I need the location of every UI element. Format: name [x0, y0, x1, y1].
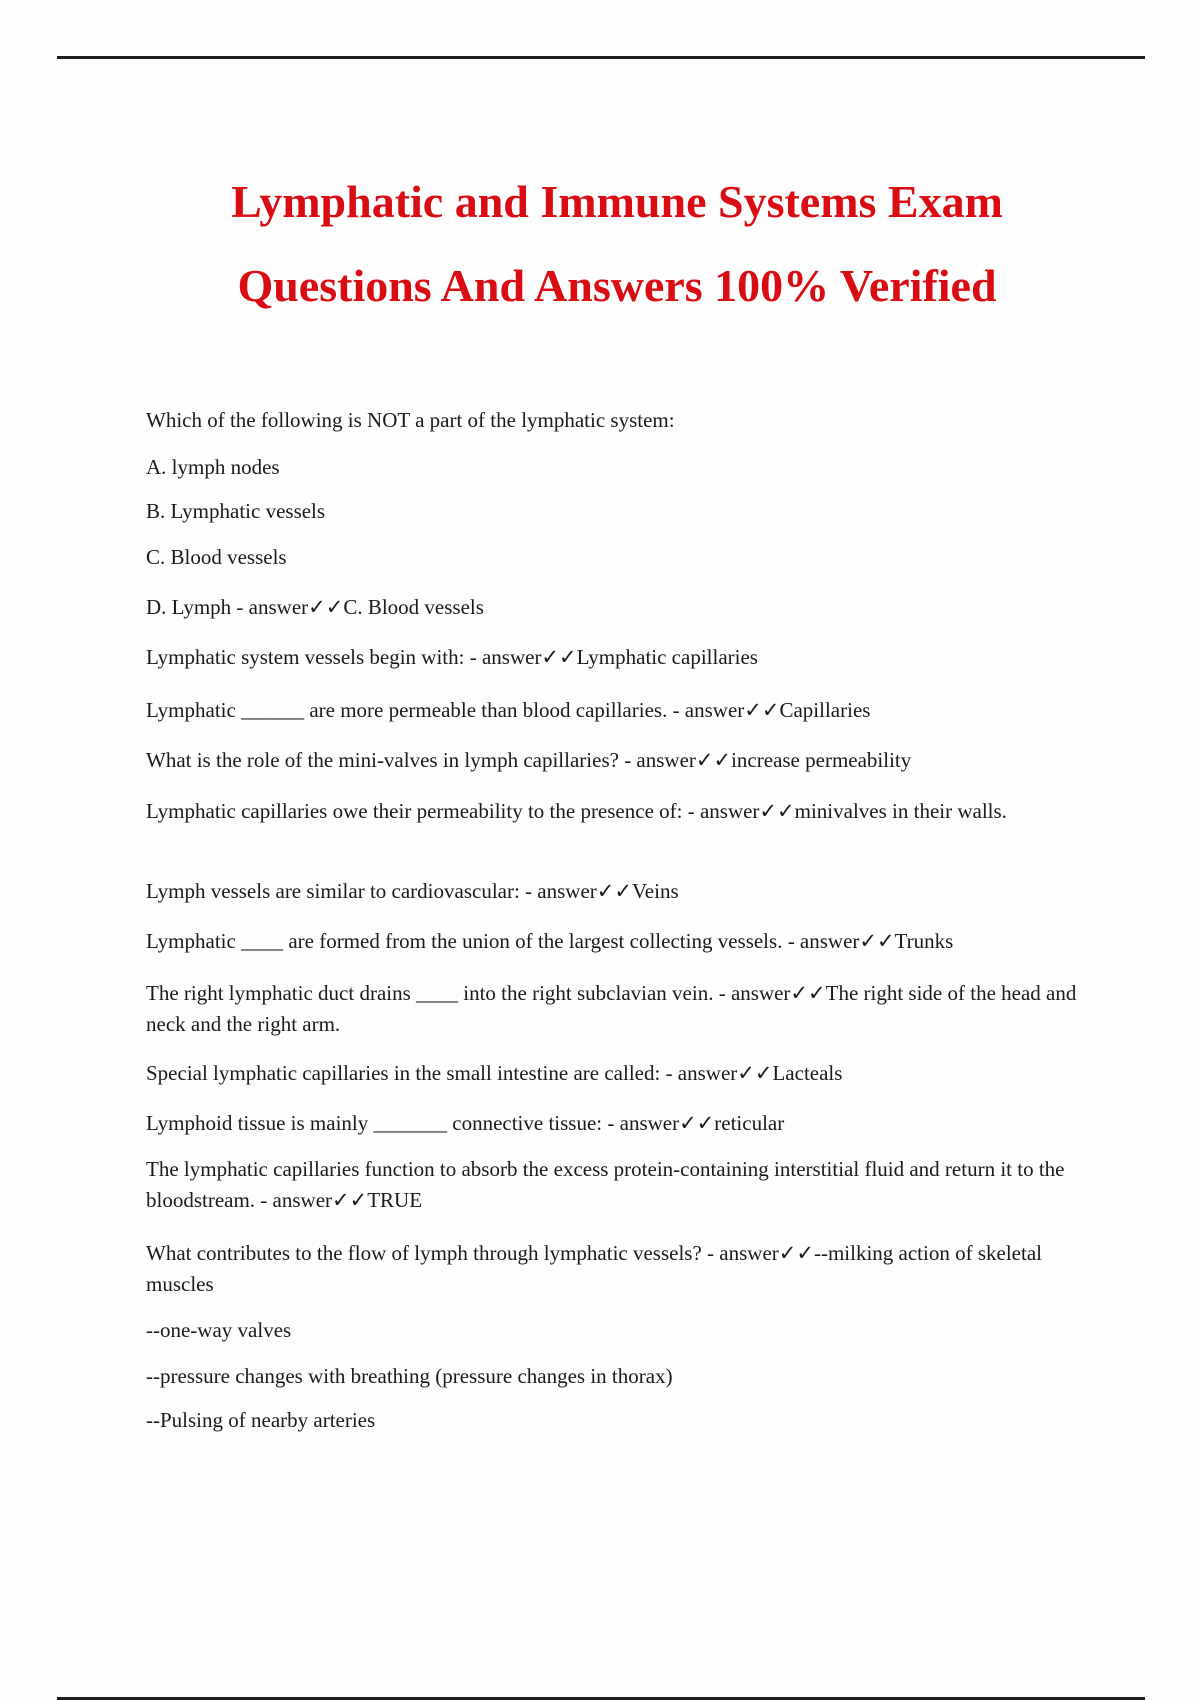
qa-paragraph: Special lymphatic capillaries in the small intestine are called: - answer✓✓Lacteals — [146, 1061, 843, 1085]
qa-paragraph: --one-way valves — [146, 1318, 292, 1342]
qa-paragraph: A. lymph nodes — [146, 455, 280, 479]
header-rule — [57, 56, 1145, 59]
qa-paragraph: C. Blood vessels — [146, 545, 287, 569]
qa-paragraph: What contributes to the flow of lymph through lymphatic vessels? - answer✓✓--milking action of skeletal muscles — [146, 1241, 1042, 1296]
qa-paragraph: --pressure changes with breathing (pressure changes in thorax) — [146, 1364, 673, 1388]
title-line-1: Lymphatic and Immune Systems Exam — [231, 176, 1003, 227]
title-line-2: Questions And Answers 100% Verified — [237, 260, 997, 311]
qa-paragraph: The right lymphatic duct drains ____ into the right subclavian vein. - answer✓✓The right side of the head and neck and the right arm. — [146, 981, 1077, 1036]
qa-paragraph: Lymphatic system vessels begin with: - answer✓✓Lymphatic capillaries — [146, 645, 758, 669]
document-title — [0, 160, 1200, 328]
qa-paragraph: Lymph vessels are similar to cardiovascular: - answer✓✓Veins — [146, 879, 679, 903]
qa-paragraph: B. Lymphatic vessels — [146, 499, 326, 523]
qa-paragraph: Which of the following is NOT a part of the lymphatic system: — [146, 408, 675, 432]
qa-paragraph: D. Lymph - answer✓✓C. Blood vessels — [146, 595, 484, 619]
qa-paragraph: The lymphatic capillaries function to absorb the excess protein-containing interstitial fluid and return it to the bloodstream. - answer✓✓TRUE — [146, 1157, 1065, 1212]
qa-paragraph: What is the role of the mini-valves in lymph capillaries? - answer✓✓increase permeability — [146, 748, 912, 772]
qa-paragraph: Lymphoid tissue is mainly _______ connective tissue: - answer✓✓reticular — [146, 1111, 785, 1135]
qa-paragraph: Lymphatic ____ are formed from the union of the largest collecting vessels. - answer✓✓Trunks — [146, 929, 954, 953]
qa-paragraph: Lymphatic capillaries owe their permeability to the presence of: - answer✓✓minivalves in their walls. — [146, 799, 1007, 823]
qa-paragraph: Lymphatic ______ are more permeable than blood capillaries. - answer✓✓Capillaries — [146, 698, 871, 722]
qa-paragraph: --Pulsing of nearby arteries — [146, 1408, 376, 1432]
